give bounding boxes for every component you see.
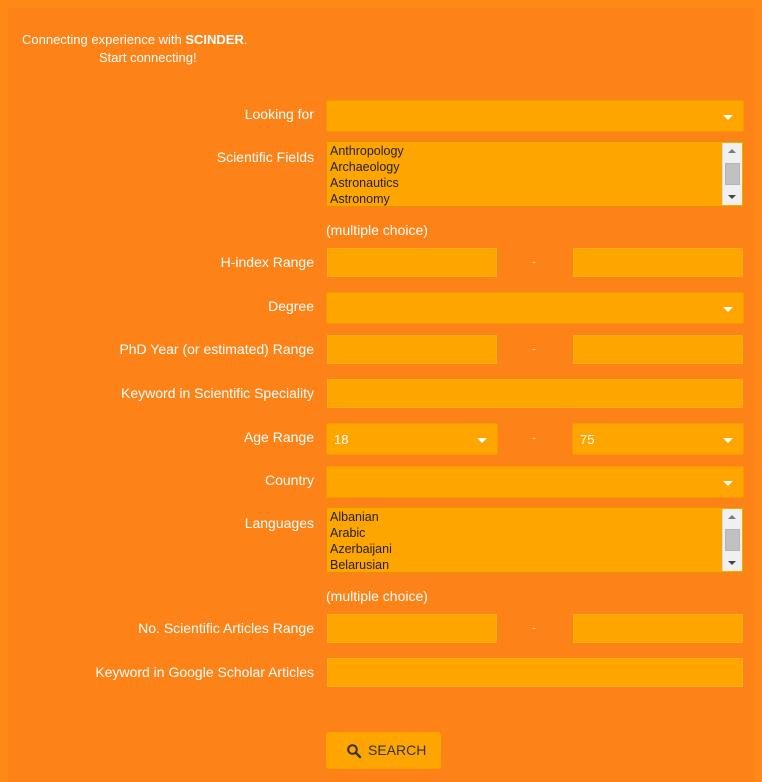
looking-for-label: Looking for <box>244 106 314 122</box>
list-item[interactable]: Anthropology <box>330 144 404 158</box>
list-item[interactable]: Astronomy <box>330 192 390 206</box>
search-icon <box>346 743 362 759</box>
languages-note: (multiple choice) <box>326 588 428 604</box>
search-button[interactable] <box>326 732 441 769</box>
degree-label: Degree <box>268 298 314 314</box>
tagline: Connecting experience with SCINDER. <box>22 32 248 47</box>
h-index-min-input[interactable] <box>327 248 497 277</box>
phd-year-min-input[interactable] <box>327 335 497 364</box>
keyword-scholar-input[interactable] <box>327 658 743 687</box>
list-item[interactable]: Archaeology <box>330 160 400 174</box>
chevron-down-icon <box>723 115 733 120</box>
phd-year-separator: - <box>532 341 537 356</box>
scientific-fields-note: (multiple choice) <box>326 222 428 238</box>
list-item[interactable]: Azerbaijani <box>330 542 392 556</box>
brand-name: SCINDER <box>185 32 244 47</box>
keyword-speciality-label: Keyword in Scientific Speciality <box>121 385 314 401</box>
articles-range-separator: - <box>532 620 537 635</box>
scientific-fields-listbox[interactable] <box>326 141 744 207</box>
languages-label: Languages <box>244 515 314 531</box>
h-index-label: H-index Range <box>220 254 314 270</box>
age-max-select[interactable] <box>572 423 744 455</box>
chevron-down-icon <box>723 438 733 443</box>
chevron-down-icon <box>477 438 487 443</box>
scroll-down-icon[interactable] <box>728 561 736 565</box>
h-index-separator: - <box>532 254 537 269</box>
list-item[interactable]: Arabic <box>330 526 366 540</box>
phd-year-max-input[interactable] <box>573 335 743 364</box>
languages-scrollbar[interactable] <box>722 509 742 571</box>
phd-year-label: PhD Year (or estimated) Range <box>119 341 314 357</box>
keyword-speciality-input[interactable] <box>327 379 743 408</box>
country-select[interactable] <box>326 466 744 498</box>
h-index-max-input[interactable] <box>573 248 743 277</box>
scientific-fields-scrollbar[interactable] <box>722 143 742 205</box>
scroll-thumb[interactable] <box>725 163 740 185</box>
age-min-value: 18 <box>334 432 349 447</box>
scientific-fields-label: Scientific Fields <box>216 149 314 165</box>
degree-select[interactable] <box>326 292 744 324</box>
chevron-down-icon <box>723 307 733 312</box>
scroll-up-icon[interactable] <box>728 149 736 153</box>
looking-for-select[interactable] <box>326 100 744 132</box>
age-min-select[interactable] <box>326 423 498 455</box>
articles-min-input[interactable] <box>327 614 497 643</box>
age-range-separator: - <box>532 430 537 445</box>
articles-max-input[interactable] <box>573 614 743 643</box>
scroll-thumb[interactable] <box>725 529 740 551</box>
articles-range-label: No. Scientific Articles Range <box>138 620 314 636</box>
keyword-scholar-label: Keyword in Google Scholar Articles <box>95 664 314 680</box>
age-max-value: 75 <box>580 432 595 447</box>
scroll-down-icon[interactable] <box>728 195 736 199</box>
list-item[interactable]: Belarusian <box>330 558 390 572</box>
subtitle: Start connecting! <box>99 50 197 65</box>
age-range-label: Age Range <box>243 429 314 445</box>
search-button-label: SEARCH <box>368 742 427 758</box>
list-item[interactable]: Albanian <box>330 510 379 524</box>
list-item[interactable]: Astronautics <box>330 176 399 190</box>
scroll-up-icon[interactable] <box>728 515 736 519</box>
languages-listbox[interactable] <box>326 507 744 573</box>
country-label: Country <box>264 472 314 488</box>
chevron-down-icon <box>723 481 733 486</box>
